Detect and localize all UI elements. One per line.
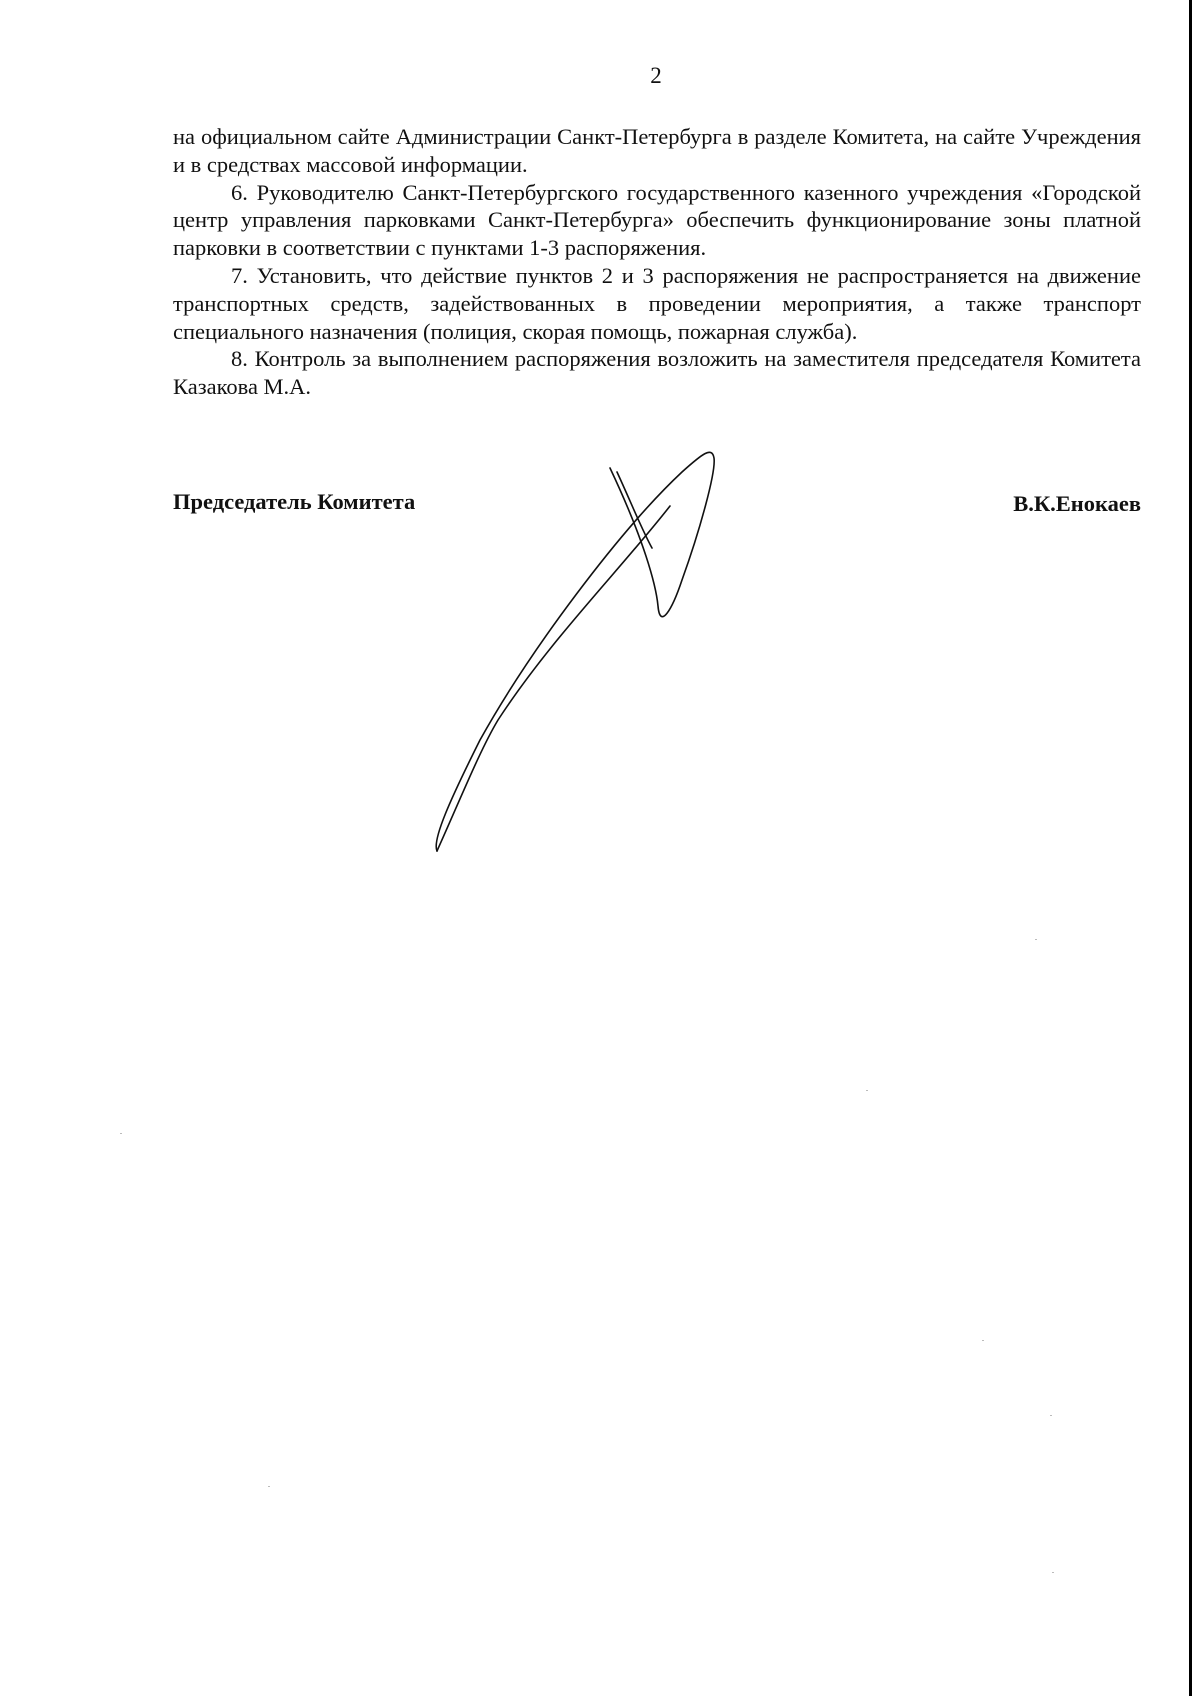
scan-speck [268,1486,270,1487]
scan-speck [1052,1572,1054,1573]
scan-speck [982,1340,984,1341]
scan-speck [1050,1415,1052,1416]
paragraph-item-7: 7. Установить, что действие пунктов 2 и 3 распоряжения не распространяется на движение транспортных средств, задействованных в проведении мероприятия, а также транспорт специального назначения (полиция, скорая помощь, пожарная служба). [173,262,1141,344]
paragraph-item-6: 6. Руководителю Санкт-Петербургского государственного казенного учреждения «Городской центр управления парковками Санкт-Петербурга» обеспечить функционирование зоны платной парковки в соответствии с пунктами 1-3 распоряжения. [173,179,1141,261]
scan-speck [1035,939,1037,940]
handwritten-signature [420,420,780,860]
page-number: 2 [650,63,662,88]
scan-speck [866,1090,868,1091]
paragraph-continuation: на официальном сайте Администрации Санкт-Петербурга в разделе Комитета, на сайте Учреждения и в средствах массовой информации. [173,124,1141,177]
body-text [173,123,1141,401]
scan-edge-line [1189,0,1192,1696]
scan-speck [120,1133,122,1134]
signatory-title: Председатель Комитета [173,489,416,514]
signatory-name: В.К.Енокаев [1013,491,1141,516]
paragraph-item-8: 8. Контроль за выполнением распоряжения возложить на заместителя председателя Комитета Казакова М.А. [173,346,1141,400]
